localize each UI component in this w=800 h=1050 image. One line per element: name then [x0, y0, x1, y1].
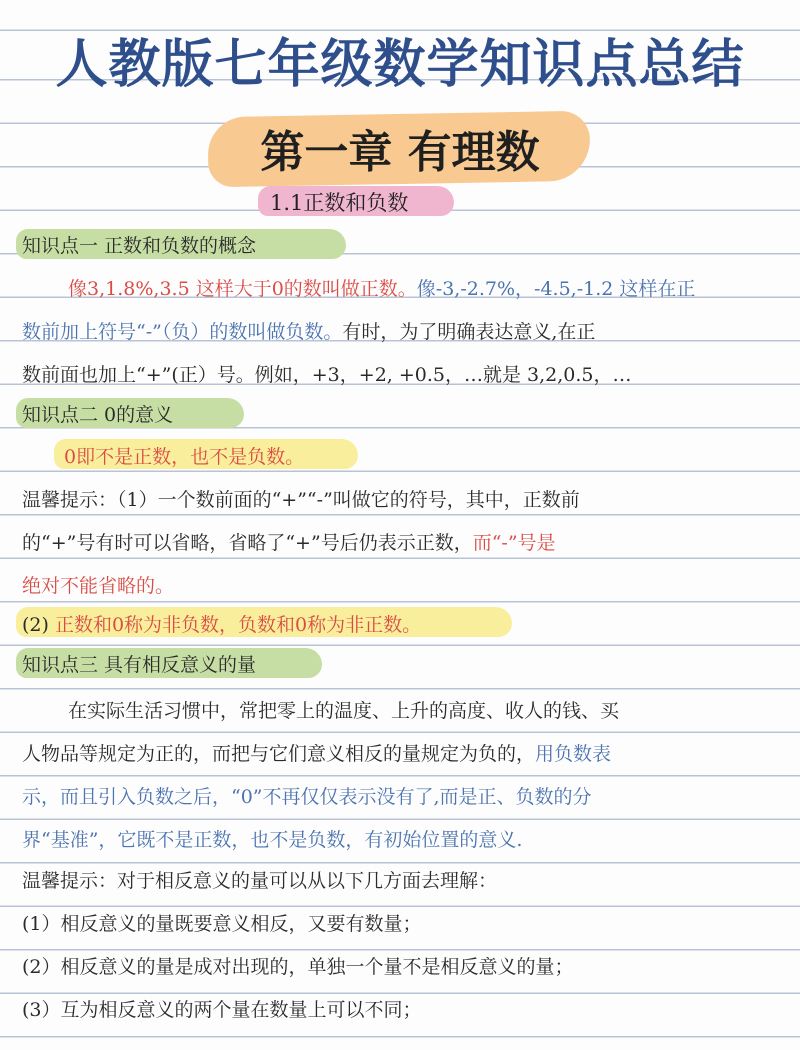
- kp1-heading: 知识点一 正数和负数的概念: [22, 235, 257, 257]
- kp3-paragraph-3: 示，而且引入负数之后，“0”不再仅仅表示没有了,而是正、负数的分: [22, 786, 592, 808]
- negative-example: 像-3,-2.7%，-4.5,-1.2 这样在正: [416, 278, 696, 300]
- kp1-line-3: 数前面也加上“+”(正）号。例如，+3，+2, +0.5，…就是 3,2,0.5，…: [22, 364, 632, 386]
- kp3-paragraph-2-blue: 用负数表: [535, 743, 612, 765]
- kp2-tip-4-num: (2): [22, 614, 49, 636]
- kp3-paragraph-2: [22, 739, 611, 766]
- kp3-tip: 温馨提示：对于相反意义的量可以从以下几方面去理解：: [22, 870, 498, 892]
- chapter-title: 第一章 有理数: [260, 127, 540, 178]
- kp3-paragraph-2-text: 人物品等规定为正的，而把与它们意义相反的量规定为负的，: [22, 743, 536, 765]
- kp2-tip-2-text: 的“+”号有时可以省略，省略了“+”号后仍表示正数，: [22, 532, 473, 554]
- kp1-line-2: [22, 317, 595, 344]
- kp1-line-2-text: 有时，为了明确表达意义,在正: [342, 321, 596, 343]
- kp2-tip-2: [22, 528, 556, 555]
- kp2-tip-4-text: 正数和0称为非负数，负数和0称为非正数。: [48, 614, 422, 636]
- kp3-paragraph-1: 在实际生活习惯中，常把零上的温度、上升的高度、收人的钱、买: [68, 700, 620, 722]
- kp3-paragraph-4: 界“基准”，它既不是正数，也不是负数，有初始位置的意义.: [22, 829, 523, 851]
- main-title: 人教版七年级数学知识点总结: [55, 35, 745, 95]
- negative-definition: 数前加上符号“-”（负）的数叫做负数。: [22, 321, 343, 343]
- kp3-item-1: (1）相反意义的量既要意义相反，又要有数量；: [22, 913, 422, 935]
- kp2-tip-3: 绝对不能省略的。: [22, 575, 175, 597]
- kp1-line-1: [68, 274, 695, 301]
- kp3-heading: 知识点三 具有相反意义的量: [22, 654, 257, 676]
- zero-meaning: 0即不是正数，也不是负数。: [64, 446, 305, 468]
- section-title: 1.1正数和负数: [270, 191, 409, 215]
- kp2-tip-1: 温馨提示：（1）一个数前面的“+”“-”叫做它的符号，其中，正数前: [22, 489, 580, 511]
- kp2-tip-2-red: 而“-”号是: [472, 532, 556, 554]
- positive-definition: 像3,1.8%,3.5 这样大于0的数叫做正数。: [68, 278, 417, 300]
- kp2-heading: 知识点二 0的意义: [22, 404, 174, 426]
- kp3-item-2: (2）相反意义的量是成对出现的，单独一个量不是相反意义的量；: [22, 956, 574, 978]
- kp2-tip-4: [22, 610, 421, 637]
- kp3-item-3: (3）互为相反意义的两个量在数量上可以不同；: [22, 999, 422, 1021]
